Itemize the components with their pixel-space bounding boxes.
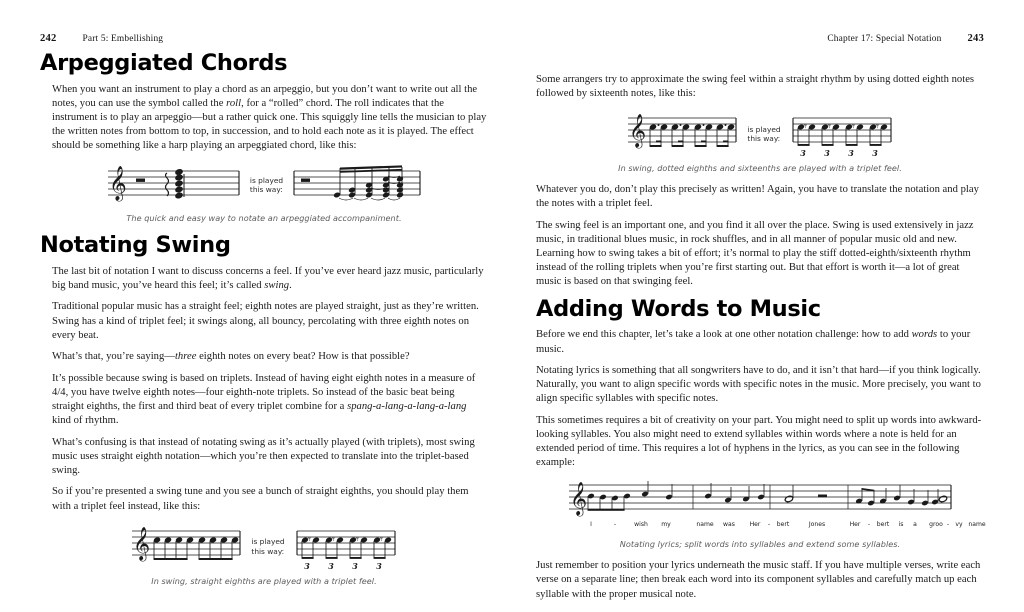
figure-straight-eighths-row: [40, 523, 488, 571]
heading-notating-swing: Notating Swing: [40, 232, 231, 259]
lyric-syllable: I: [590, 521, 592, 529]
triplet-number: 3: [327, 560, 334, 571]
folio-left: 242: [40, 33, 57, 44]
folio-right: 243: [967, 33, 984, 44]
lyric-syllable: Her: [849, 521, 861, 529]
paragraph-swing-feel-important: The swing feel is an important one, and you find it all over the place. Swing is used extensively in jazz music, in traditional blues music, in rock shuffles, and in all manner of popular music old and new. Learning how to swing takes a bit of effort; it’s normal to play the stiff dotted-eighth/sixteenth rhythm instead of the rolling triplets when you’re first starting out. But that effort is worth it—a lot of great music is based on that swinging feel.: [536, 219, 974, 288]
paragraph-requires-creativity: This sometimes requires a bit of creativity on your part. You might need to split up words into awkward-looking syllables. You also might need to extend syllables within words where a note is held for an extended period of time. This requires a lot of hyphens in the lyrics, as you can see in the following example:: [536, 414, 982, 469]
paragraph-swing-5: What’s confusing is that instead of notating swing as it’s actually played (with triplets), most swing music uses straight eighth notation—which you’re then expected to translate into the triplet-based swing.: [52, 436, 475, 476]
lyric-syllable: wish: [634, 521, 648, 529]
staff-lyrics: [565, 479, 986, 534]
lyric-syllable: bert: [776, 521, 790, 529]
staff-arpeggio-played: [292, 162, 422, 208]
paragraph-arpeggio-intro: When you want an instrument to play a chord as an arpeggio, but you don’t want to write out all the notes, you can use the symbol called the roll, for a “rolled” chord. The roll indicates that the instrument is to play an arpeggio—but a rather quick one. This squiggly line tells the musician to play the written notes from bottom to top, in succession, and to hold each note as it is played. The effect should be something like a harp playing an arpeggiated chord, like this:: [52, 83, 487, 152]
lyric-syllable: -: [767, 521, 771, 529]
paragraph-dont-play-precisely: Whatever you do, don’t play this precisely as written! Again, you have to translate the notation and play the notes with a triplet feel.: [536, 184, 979, 210]
triplet-number: 3: [303, 560, 310, 571]
played-label-dotted-eighths: is played this way:: [747, 124, 781, 144]
running-head-left: [40, 33, 488, 51]
lyric-syllable: -: [613, 521, 617, 529]
figure-dotted-eighths-row: [536, 110, 984, 158]
right-page: [512, 0, 1024, 612]
lyric-syllable: -: [867, 521, 871, 529]
paragraph-just-remember: Just remember to position your lyrics underneath the music staff. If you have multiple verses, write each verse on a separate line; then break each word into its component syllables and carefully match up each syllable with the proper musical note.: [536, 560, 981, 600]
caption-arpeggiated-chord: The quick and easy way to notate an arpeggiated accompaniment.: [126, 213, 402, 224]
svg-text:𝄞: 𝄞: [629, 113, 647, 148]
triplet-number: 3: [823, 148, 830, 159]
running-head-text-right: Chapter 17: Special Notation: [827, 34, 942, 44]
svg-text:𝄞: 𝄞: [133, 525, 151, 560]
lyric-syllable: my: [661, 521, 671, 529]
triplet-number: 3: [871, 148, 878, 159]
played-label-arpeggio: is played this way:: [249, 175, 284, 195]
paragraph-swing-2: Traditional popular music has a straight feel; eighth notes are played straight, just as they’re written. Swing has a kind of triplet feel; it swings along, all bouncy, percolating with three eighth notes on every beat.: [52, 301, 479, 341]
svg-text:𝄾: 𝄾: [803, 120, 807, 134]
lyric-syllable: -: [946, 521, 950, 529]
lyric-syllable: Jones: [808, 521, 826, 529]
lyric-syllable: name: [696, 521, 714, 529]
svg-text:𝄾: 𝄾: [379, 532, 383, 546]
svg-text:𝄾: 𝄾: [851, 120, 855, 134]
heading-arpeggiated-chords: Arpeggiated Chords: [40, 50, 288, 76]
svg-text:𝄞: 𝄞: [570, 481, 588, 516]
caption-lyrics-example: Notating lyrics; split words into syllables and extend some syllables.: [619, 539, 901, 550]
staff-dotted-eighths-written: [626, 110, 738, 158]
paragraph-swing-3: What’s that, you’re saying—three eighth notes on every beat? How is that possible?: [52, 351, 410, 363]
caption-dotted-eighths: In swing, dotted eighths and sixteenths are played with a triplet feel.: [618, 163, 902, 174]
staff-straight-eighths-played: [294, 523, 398, 571]
triplet-number: 3: [799, 148, 806, 159]
paragraph-swing-4: It’s possible because swing is based on triplets. Instead of having eight eighth notes in a measure of 4/4, you have twelve eighth notes—four eighth-note triplets. So instead of the basic beat being straight eighths, the first and third beat of every triplet combine for a spang-a-lang-a-lang-a-lang kind of rhythm.: [52, 372, 476, 427]
staff-arpeggio-written: [106, 162, 241, 208]
lyric-syllable: Her: [749, 521, 761, 529]
running-head-right: [536, 33, 984, 51]
figure-straight-eighths: [40, 523, 488, 586]
figure-dotted-eighths: [536, 110, 984, 173]
triplet-number: 3: [351, 560, 358, 571]
figure-arpeggio-row: [40, 162, 488, 208]
played-label-straight-eighths: is played this way:: [251, 537, 285, 556]
svg-text:𝄾: 𝄾: [307, 532, 311, 546]
paragraph-notating-lyrics: Notating lyrics is something that all songwriters have to do, and it isn’t that hard—if you think logically. Naturally, you want to align specific words with specific notes in the music. More precisely, you want to align specific syllables with specific notes.: [536, 365, 981, 405]
heading-adding-words-to-music: Adding Words to Music: [536, 295, 821, 322]
lyric-syllable: bert: [876, 521, 890, 529]
lyric-syllable: vy: [955, 521, 963, 529]
paragraph-swing-1: The last bit of notation I want to discuss concerns a feel. If you’ve ever heard jazz music, particularly big band music, you’ve heard this feel; it’s called swing.: [52, 265, 484, 291]
svg-text:𝄞: 𝄞: [108, 166, 127, 202]
figure-lyrics-example: [536, 479, 984, 549]
lyric-syllable: is: [898, 521, 904, 529]
svg-text:𝄾: 𝄾: [355, 532, 359, 546]
lyric-syllable: name: [968, 521, 986, 529]
lyric-syllable: a: [913, 521, 917, 529]
triplet-number: 3: [847, 148, 854, 159]
svg-text:𝄾: 𝄾: [875, 120, 879, 134]
caption-straight-eighths: In swing, straight eighths are played with a triplet feel.: [151, 575, 377, 586]
staff-dotted-eighths-played: [790, 110, 894, 158]
figure-arpeggiated-chord: [40, 162, 488, 223]
triplet-number: 3: [375, 560, 382, 571]
running-head-text-left: Part 5: Embellishing: [82, 34, 164, 44]
paragraph-dotted-eighths-intro: Some arrangers try to approximate the swing feel within a straight rhythm by using dotted eighth notes followed by sixteenth notes, like this:: [536, 74, 975, 100]
svg-text:𝄾: 𝄾: [827, 120, 831, 134]
figure-lyrics-row: [536, 479, 984, 534]
lyric-syllable: groo: [929, 521, 943, 529]
paragraph-before-we-end: Before we end this chapter, let’s take a look at one other notation challenge: how to add words to your music.: [536, 329, 971, 355]
lyric-syllable: was: [723, 521, 735, 529]
svg-text:𝄾: 𝄾: [331, 532, 335, 546]
paragraph-swing-6: So if you’re presented a swing tune and you see a bunch of straight eighths, you should play them with a triplet feel instead, like this:: [52, 486, 469, 512]
staff-straight-eighths-written: [130, 523, 242, 571]
